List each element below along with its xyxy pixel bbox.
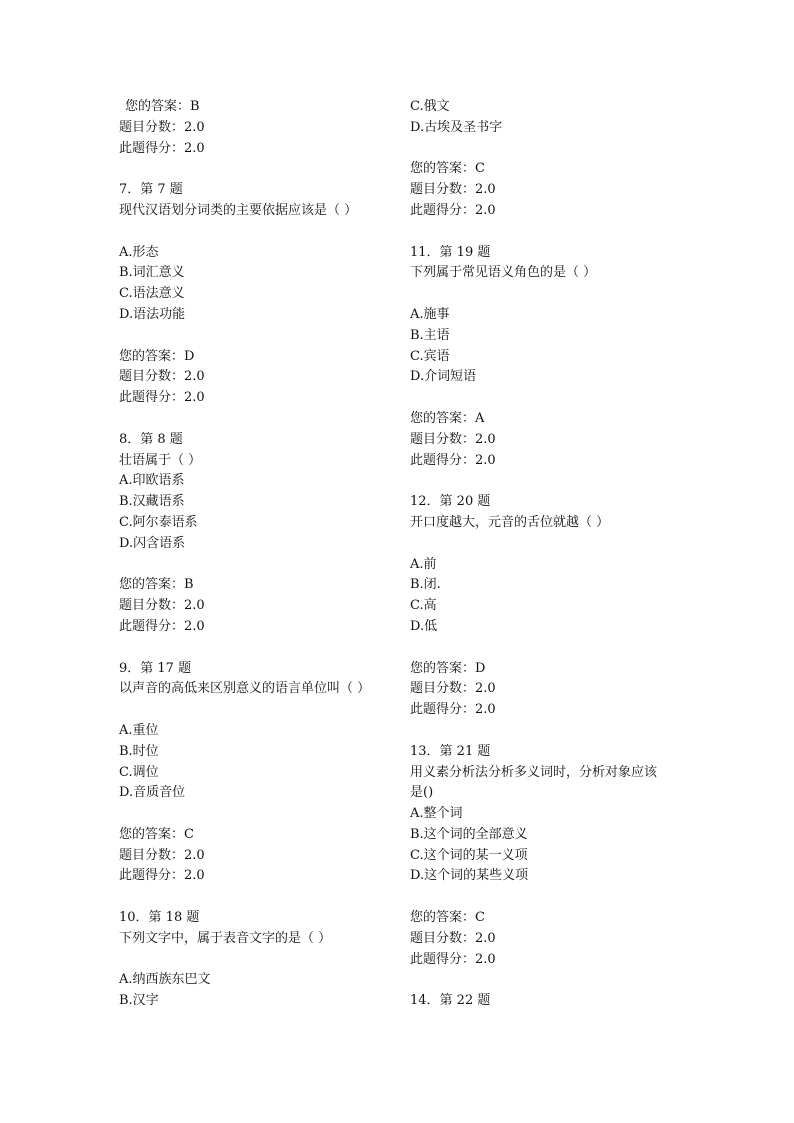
- option-d: D.语法功能: [119, 306, 186, 322]
- question-stem-line2: 是(): [410, 785, 434, 801]
- option-d: D.音质音位: [119, 785, 186, 801]
- answer-text: 您的答案：D: [410, 660, 486, 676]
- option-c: C.高: [410, 598, 437, 614]
- answer-text: 您的答案：B: [119, 577, 194, 593]
- option-a: A.纳西族东巴文: [119, 972, 211, 988]
- got-text: 此题得分：2.0: [410, 452, 496, 468]
- question-stem: 下列属于常见语义角色的是（ ）: [410, 265, 597, 281]
- question-number: 10．第 18 题: [119, 910, 200, 926]
- score-text: 题目分数：2.0: [410, 182, 496, 198]
- got-text: 此题得分：2.0: [410, 702, 496, 718]
- score-text: 题目分数：2.0: [119, 598, 205, 614]
- option-c: C.宾语: [410, 348, 450, 364]
- option-c: C.调位: [119, 764, 159, 780]
- option-a: A.整个词: [410, 806, 463, 822]
- question-number: 8．第 8 题: [119, 431, 183, 447]
- option-b: B.汉藏语系: [119, 494, 185, 510]
- score-text: 题目分数：2.0: [410, 431, 496, 447]
- answer-text: 您的答案：D: [119, 348, 195, 364]
- question-stem: 壮语属于（ ）: [119, 452, 202, 468]
- question-number: 7．第 7 题: [119, 182, 183, 198]
- question-number: 13．第 21 题: [410, 743, 491, 759]
- answer-text: 您的答案：C: [410, 910, 485, 926]
- got-text: 此题得分：2.0: [119, 868, 205, 884]
- option-b: B.时位: [119, 743, 159, 759]
- question-number: 12．第 20 题: [410, 494, 491, 510]
- score-text: 题目分数：2.0: [119, 369, 205, 385]
- score-text: 题目分数：2.0: [410, 681, 496, 697]
- option-d: D.古埃及圣书字: [410, 119, 503, 135]
- answer-text: 您的答案：C: [119, 826, 194, 842]
- question-number: 14．第 22 题: [410, 993, 491, 1009]
- score-text: 题目分数：2.0: [119, 847, 205, 863]
- option-b: B.闭.: [410, 577, 441, 593]
- option-b: B.汉字: [119, 993, 159, 1009]
- question-stem-line1: 用义素分析法分析多义词时，分析对象应该: [410, 764, 658, 780]
- option-d: D.闪含语系: [119, 535, 186, 551]
- question-number: 11．第 19 题: [410, 244, 491, 260]
- option-c: C.阿尔泰语系: [119, 514, 198, 530]
- option-c: C.俄文: [410, 99, 450, 114]
- option-d: D.这个词的某些义项: [410, 868, 529, 884]
- option-a: A.施事: [410, 306, 450, 322]
- got-text: 此题得分：2.0: [119, 140, 205, 156]
- option-a: A.形态: [119, 244, 159, 260]
- option-a: A.印欧语系: [119, 473, 185, 489]
- option-a: A.前: [410, 556, 437, 572]
- question-stem: 开口度越大，元音的舌位就越（ ）: [410, 514, 610, 530]
- question-stem: 以声音的高低来区别意义的语言单位叫（ ）: [119, 681, 371, 697]
- question-stem: 现代汉语划分词类的主要依据应该是（ ）: [119, 202, 358, 218]
- got-text: 此题得分：2.0: [410, 951, 496, 967]
- left-column: [119, 97, 389, 1012]
- option-d: D.低: [410, 618, 438, 634]
- got-text: 此题得分：2.0: [410, 202, 496, 218]
- answer-text: 您的答案：C: [410, 161, 485, 177]
- right-column: [410, 97, 685, 1012]
- option-d: D.介词短语: [410, 369, 477, 385]
- score-text: 题目分数：2.0: [410, 930, 496, 946]
- option-c: C.这个词的某一义项: [410, 847, 528, 863]
- option-b: B.词汇意义: [119, 265, 185, 281]
- option-c: C.语法意义: [119, 286, 185, 302]
- got-text: 此题得分：2.0: [119, 618, 205, 634]
- got-text: 此题得分：2.0: [119, 390, 205, 406]
- question-stem: 下列文字中，属于表音文字的是（ ）: [119, 930, 332, 946]
- question-number: 9．第 17 题: [119, 660, 192, 676]
- option-a: A.重位: [119, 722, 159, 738]
- option-b: B.这个词的全部意义: [410, 826, 528, 842]
- option-b: B.主语: [410, 327, 450, 343]
- answer-text: 您的答案：B: [125, 99, 200, 114]
- score-text: 题目分数：2.0: [119, 119, 205, 135]
- answer-text: 您的答案：A: [410, 410, 485, 426]
